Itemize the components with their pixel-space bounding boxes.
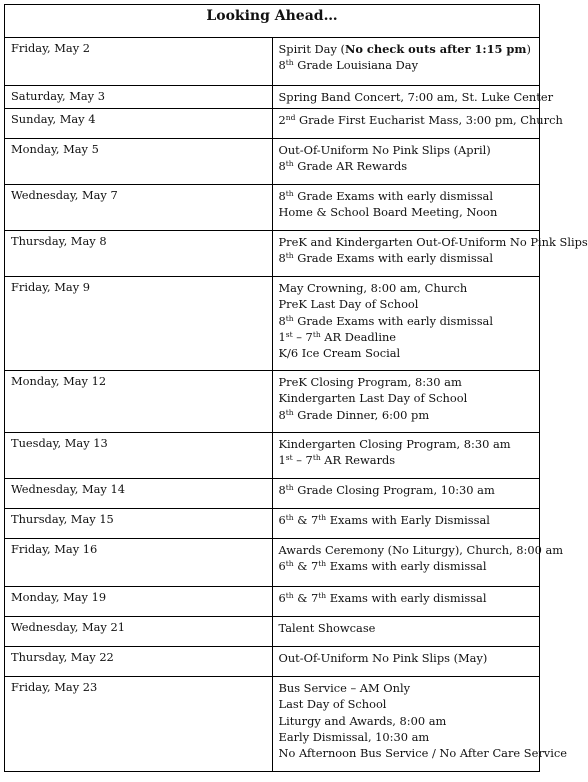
event-details bbox=[272, 185, 540, 231]
event-date: Friday, May 2 bbox=[5, 38, 273, 86]
event-text: – 7 bbox=[292, 329, 313, 344]
event-text: Spring Band Concert, 7:00 am, St. Luke Center bbox=[278, 90, 554, 104]
event-text: Talent Showcase bbox=[278, 621, 376, 635]
event-date: Friday, May 23 bbox=[5, 677, 273, 772]
table-row bbox=[5, 587, 540, 617]
event-line bbox=[279, 329, 534, 345]
event-text: Bus Service – AM Only bbox=[278, 681, 411, 695]
event-text: – 7 bbox=[292, 453, 313, 468]
event-text: AR Rewards bbox=[320, 453, 396, 468]
event-details bbox=[272, 617, 540, 647]
table-row bbox=[5, 647, 540, 677]
title-row bbox=[5, 5, 540, 38]
event-line bbox=[279, 296, 534, 312]
ordinal-suffix: th bbox=[285, 407, 294, 417]
event-text: 8 bbox=[278, 251, 286, 266]
event-line bbox=[279, 345, 534, 361]
event-details bbox=[272, 86, 554, 109]
event-line bbox=[278, 234, 588, 250]
event-line bbox=[279, 158, 534, 174]
event-text: No Afternoon Bus Service / No After Care Service bbox=[278, 746, 567, 761]
table-row bbox=[5, 677, 540, 772]
event-line bbox=[279, 729, 534, 745]
event-details bbox=[272, 647, 540, 677]
event-text: 2 bbox=[278, 113, 286, 127]
event-line bbox=[279, 482, 534, 498]
event-text: PreK Last Day of School bbox=[278, 297, 419, 312]
event-details bbox=[272, 479, 540, 509]
event-details bbox=[272, 433, 540, 479]
event-text: Spirit Day ( bbox=[278, 42, 345, 56]
event-date: Tuesday, May 13 bbox=[5, 433, 273, 479]
event-text: 8 bbox=[278, 407, 286, 422]
table-row bbox=[5, 139, 540, 185]
event-text: 8 bbox=[278, 483, 286, 497]
table-row bbox=[5, 371, 540, 433]
event-text: 1 bbox=[278, 329, 286, 344]
event-text: 8 bbox=[278, 189, 286, 203]
event-text: Exams with early dismissal bbox=[326, 559, 487, 574]
ordinal-suffix: th bbox=[312, 329, 321, 339]
event-text: Grade Louisiana Day bbox=[293, 58, 419, 73]
event-date: Thursday, May 8 bbox=[5, 231, 273, 277]
ordinal-suffix: st bbox=[285, 329, 293, 339]
ordinal-suffix: th bbox=[285, 58, 294, 68]
event-line bbox=[279, 41, 534, 57]
table-row bbox=[5, 617, 540, 647]
event-text: Grade Exams with early dismissal bbox=[293, 313, 493, 328]
event-date: Monday, May 19 bbox=[5, 587, 273, 617]
event-date: Thursday, May 22 bbox=[5, 647, 273, 677]
events-body bbox=[5, 38, 588, 772]
ordinal-suffix: th bbox=[285, 559, 294, 569]
event-details bbox=[272, 38, 540, 86]
ordinal-suffix: st bbox=[285, 453, 293, 463]
event-line bbox=[279, 250, 534, 266]
ordinal-suffix: th bbox=[285, 483, 294, 492]
ordinal-suffix: th bbox=[285, 189, 294, 198]
event-line bbox=[279, 452, 534, 468]
table-row bbox=[5, 277, 540, 371]
event-date: Monday, May 12 bbox=[5, 371, 273, 433]
ordinal-suffix: nd bbox=[285, 113, 296, 122]
events-table bbox=[4, 4, 588, 772]
event-text: & 7 bbox=[293, 591, 319, 605]
event-line bbox=[279, 650, 534, 666]
event-text: Grade Exams with early dismissal bbox=[293, 251, 493, 266]
ordinal-suffix: th bbox=[318, 591, 327, 600]
event-details bbox=[272, 139, 540, 185]
event-date: Wednesday, May 21 bbox=[5, 617, 273, 647]
event-text: Exams with Early Dismissal bbox=[326, 513, 490, 527]
event-text: 1 bbox=[278, 453, 286, 468]
event-text: 8 bbox=[278, 58, 286, 73]
event-line bbox=[278, 745, 567, 761]
event-text: PreK and Kindergarten Out-Of-Uniform No Pink Slips bbox=[278, 235, 588, 249]
event-text: Liturgy and Awards, 8:00 am bbox=[278, 713, 447, 728]
event-line bbox=[279, 142, 534, 158]
ordinal-suffix: th bbox=[285, 591, 294, 600]
event-text: ) bbox=[526, 42, 531, 56]
table-row bbox=[5, 86, 540, 109]
event-text: K/6 Ice Cream Social bbox=[278, 346, 401, 361]
event-text: Grade First Eucharist Mass, 3:00 pm, Church bbox=[295, 113, 563, 127]
event-line bbox=[279, 374, 534, 390]
table-row bbox=[5, 479, 540, 509]
event-text: 6 bbox=[278, 513, 286, 527]
ordinal-suffix: th bbox=[285, 251, 294, 261]
event-line bbox=[278, 542, 564, 558]
event-date: Thursday, May 15 bbox=[5, 509, 273, 539]
event-line bbox=[279, 204, 534, 220]
event-line bbox=[279, 590, 534, 606]
event-line bbox=[279, 558, 534, 574]
event-line bbox=[279, 696, 534, 712]
table-title: Looking Ahead… bbox=[5, 5, 540, 38]
event-date: Wednesday, May 7 bbox=[5, 185, 273, 231]
table-row bbox=[5, 231, 540, 277]
table-row bbox=[5, 38, 540, 86]
emphasis-text: No check outs after 1:15 pm bbox=[344, 42, 527, 56]
event-text: Exams with early dismissal bbox=[326, 591, 487, 605]
event-text: & 7 bbox=[293, 513, 319, 527]
event-date: Monday, May 5 bbox=[5, 139, 273, 185]
calendar-sheet bbox=[4, 4, 588, 772]
event-details bbox=[272, 539, 564, 587]
event-line bbox=[278, 112, 563, 128]
event-text: 6 bbox=[278, 591, 286, 605]
event-details bbox=[272, 677, 567, 772]
event-line bbox=[279, 280, 534, 296]
event-line bbox=[279, 188, 534, 204]
event-text: Out-Of-Uniform No Pink Slips (May) bbox=[278, 651, 488, 665]
event-date: Sunday, May 4 bbox=[5, 109, 273, 139]
ordinal-suffix: th bbox=[318, 559, 327, 569]
event-text: May Crowning, 8:00 am, Church bbox=[278, 281, 468, 295]
event-line bbox=[279, 680, 534, 696]
event-date: Saturday, May 3 bbox=[5, 86, 273, 109]
ordinal-suffix: th bbox=[318, 513, 327, 522]
event-details bbox=[272, 587, 540, 617]
event-line bbox=[279, 512, 534, 528]
event-line bbox=[279, 620, 534, 636]
event-details bbox=[272, 277, 540, 371]
event-details bbox=[272, 231, 588, 277]
event-text: 6 bbox=[278, 559, 286, 574]
event-details bbox=[272, 509, 540, 539]
table-row bbox=[5, 185, 540, 231]
event-text: Home & School Board Meeting, Noon bbox=[278, 205, 498, 220]
event-details bbox=[272, 371, 540, 433]
event-line bbox=[279, 390, 534, 406]
event-line bbox=[279, 407, 534, 423]
event-text: Kindergarten Last Day of School bbox=[278, 391, 468, 406]
event-text: 8 bbox=[278, 159, 286, 174]
event-text: AR Deadline bbox=[320, 329, 397, 344]
event-date: Wednesday, May 14 bbox=[5, 479, 273, 509]
event-text: PreK Closing Program, 8:30 am bbox=[278, 375, 462, 389]
event-text: Kindergarten Closing Program, 8:30 am bbox=[278, 437, 511, 451]
table-row bbox=[5, 433, 540, 479]
event-text: Awards Ceremony (No Liturgy), Church, 8:00 am bbox=[278, 543, 564, 557]
event-text: Out-Of-Uniform No Pink Slips (April) bbox=[278, 143, 491, 157]
event-text: Grade Closing Program, 10:30 am bbox=[293, 483, 495, 497]
table-row bbox=[5, 509, 540, 539]
event-line bbox=[278, 89, 554, 105]
ordinal-suffix: th bbox=[285, 159, 294, 169]
event-details bbox=[272, 109, 563, 139]
ordinal-suffix: th bbox=[285, 313, 294, 323]
event-text: Early Dismissal, 10:30 am bbox=[278, 729, 430, 744]
ordinal-suffix: th bbox=[312, 453, 321, 463]
event-text: 8 bbox=[278, 313, 286, 328]
event-line bbox=[279, 436, 534, 452]
event-date: Friday, May 16 bbox=[5, 539, 273, 587]
table-row bbox=[5, 539, 540, 587]
ordinal-suffix: th bbox=[285, 513, 294, 522]
event-text: Last Day of School bbox=[278, 697, 387, 712]
event-text: Grade Exams with early dismissal bbox=[293, 189, 493, 203]
table-row bbox=[5, 109, 540, 139]
event-text: & 7 bbox=[293, 559, 319, 574]
event-date: Friday, May 9 bbox=[5, 277, 273, 371]
event-line bbox=[279, 713, 534, 729]
event-line bbox=[279, 313, 534, 329]
event-text: Grade Dinner, 6:00 pm bbox=[293, 407, 430, 422]
event-line bbox=[279, 57, 534, 73]
event-text: Grade AR Rewards bbox=[293, 159, 408, 174]
